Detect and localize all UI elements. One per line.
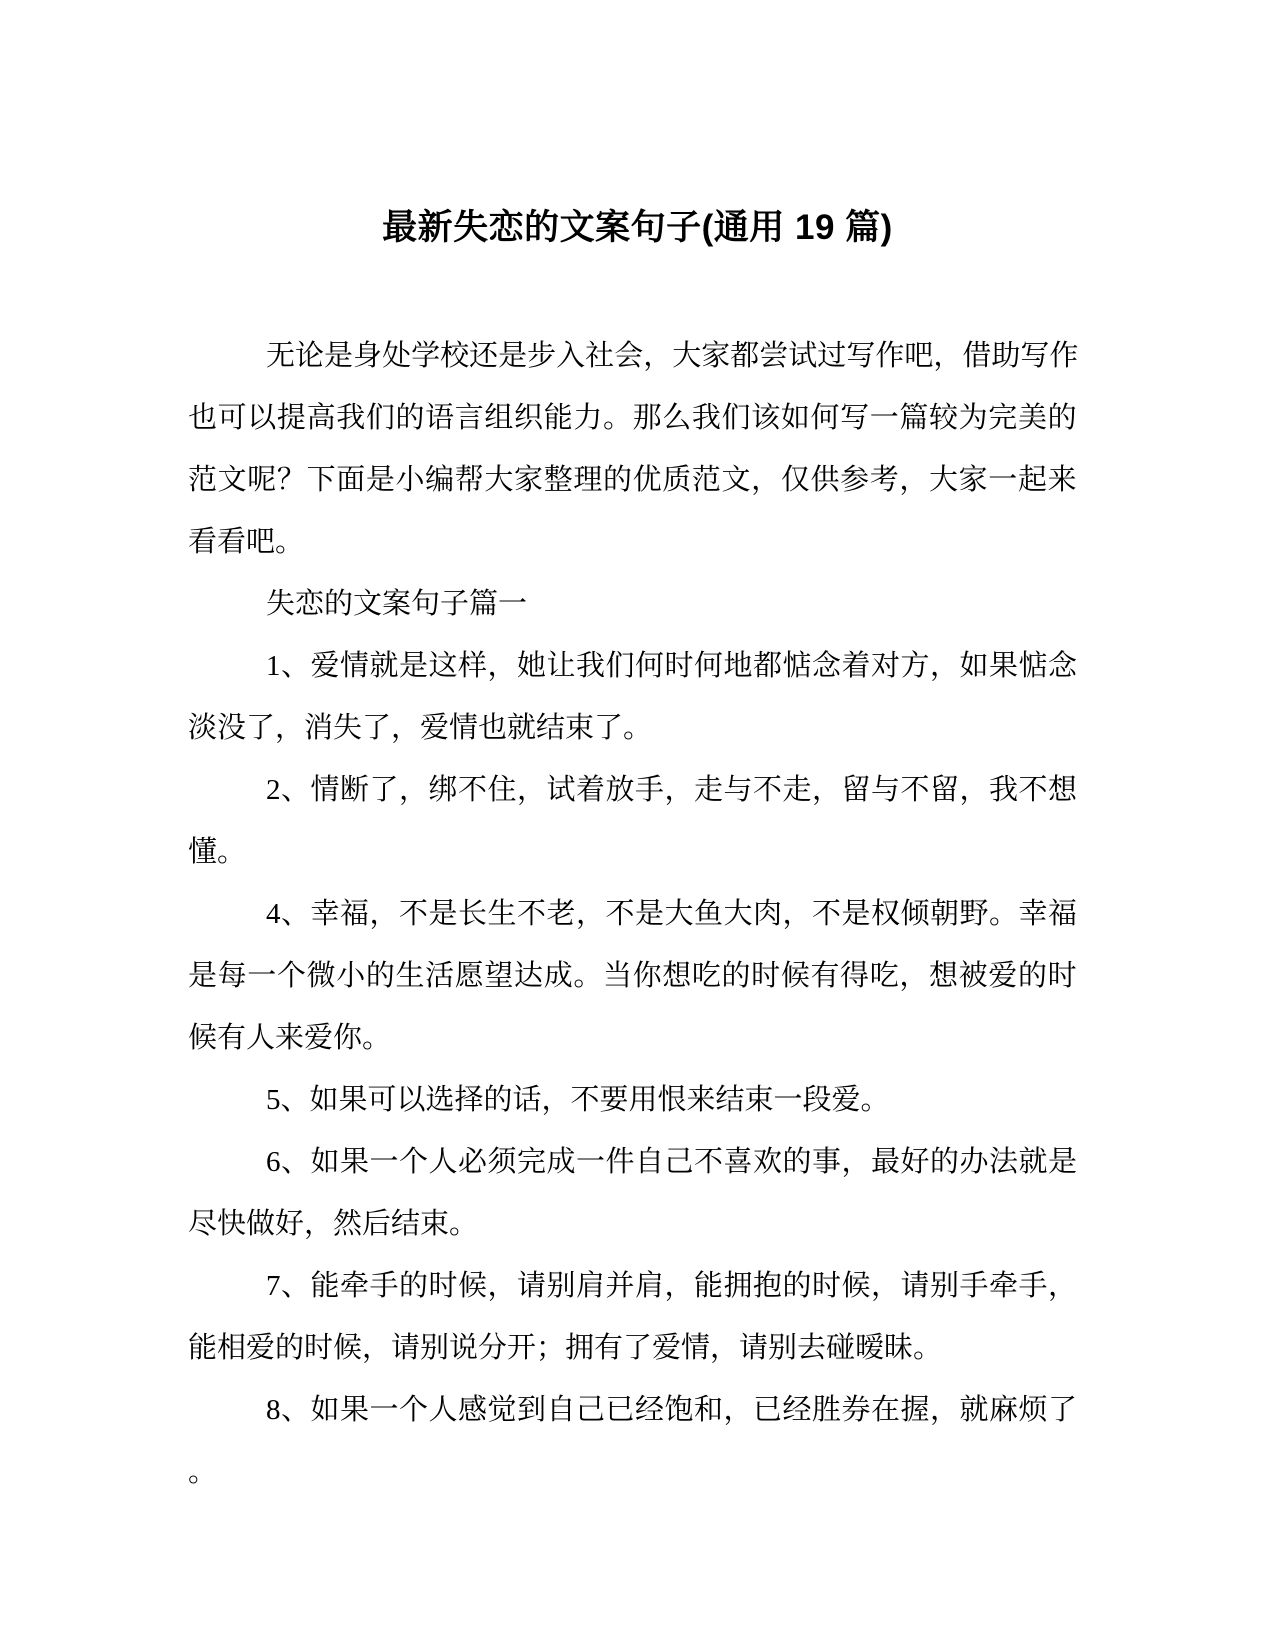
text-line: 6 、 如 果 一 个 人 必 须 完 成 一 件 自 己 不 喜 欢 的 事 ， 最 好 的 办 法 就 是 [266,1146,1077,1178]
text-line: 也 可 以 提 高 我 们 的 语 言 组 织 能 力 。 那 么 我 们 该 如 何 写 一 篇 较 为 完 美 的 [188,402,1077,434]
document-body [188,325,1077,1503]
text-line: 淡没了，消失了，爱情也就结束了。 [188,712,653,744]
text-line: 候有人来爱你。 [188,1022,392,1054]
text-line: 8 、 如 果 一 个 人 感 觉 到 自 己 已 经 饱 和 ， 已 经 胜 券 在 握 ， 就 麻 烦 了 [266,1394,1077,1426]
text-line: 。 [188,1456,218,1488]
text-line: 尽快做好，然后结束。 [188,1208,479,1240]
text-line: 5、如果可以选择的话，不要用恨来结束一段爱。 [266,1084,890,1116]
text-line: 失恋的文案句子篇一 [266,588,528,620]
text-line: 范 文 呢 ？ 下 面 是 小 编 帮 大 家 整 理 的 优 质 范 文 ， 仅 供 参 考 ， 大 家 一 起 来 [188,464,1077,496]
text-line: 能相爱的时候，请别说分开；拥有了爱情，请别去碰暧昧。 [188,1332,943,1364]
text-line: 无 论 是 身 处 学 校 还 是 步 入 社 会 ， 大 家 都 尝 试 过 写 作 吧 ， 借 助 写 作 [266,340,1079,372]
document-title: 最新失恋的文案句子(通用 19 篇) [382,208,893,247]
text-line: 1 、 爱 情 就 是 这 样 ， 她 让 我 们 何 时 何 地 都 惦 念 着 对 方 ， 如 果 惦 念 [266,650,1077,682]
text-line: 2 、 情 断 了 ， 绑 不 住 ， 试 着 放 手 ， 走 与 不 走 ， 留 与 不 留 ， 我 不 想 [266,774,1077,806]
text-line: 4 、 幸 福 ， 不 是 长 生 不 老 ， 不 是 大 鱼 大 肉 ， 不 是 权 倾 朝 野 。 幸 福 [266,898,1077,930]
text-line: 看看吧。 [188,526,305,558]
text-line: 是 每 一 个 微 小 的 生 活 愿 望 达 成 。 当 你 想 吃 的 时 候 有 得 吃 ， 想 被 爱 的 时 [188,960,1077,992]
text-line: 7 、 能 牵 手 的 时 候 ， 请 别 肩 并 肩 ， 能 拥 抱 的 时 候 ， 请 别 手 牵 手 ， [266,1270,1077,1302]
text-line: 懂。 [188,836,247,868]
